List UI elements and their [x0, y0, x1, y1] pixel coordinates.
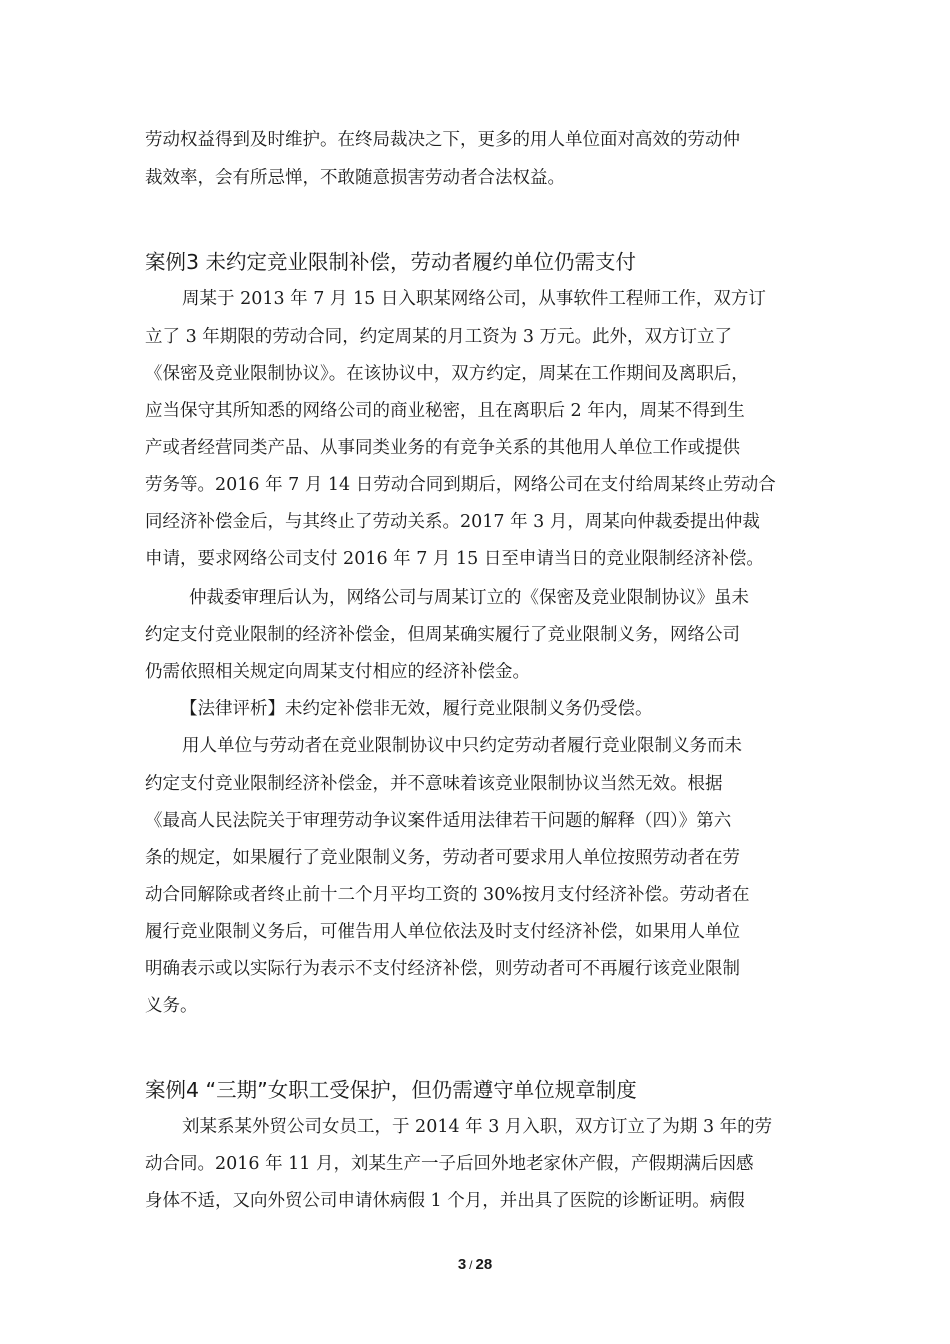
case3-title: 案例3 未约定竞业限制补偿，劳动者履约单位仍需支付	[145, 250, 637, 274]
page-total: 28	[475, 1256, 493, 1273]
case3-para1-line-8: 申请，要求网络公司支付 2016 年 7 月 15 日至申请当日的竞业限制经济补偿。	[145, 549, 764, 569]
case3-para1-line-1: 周某于 2013 年 7 月 15 日入职某网络公司，从事软件工程师工作，双方订	[182, 289, 766, 309]
page-separator: /	[469, 1258, 473, 1272]
case4-title: 案例4 “三期”女职工受保护，但仍需遵守单位规章制度	[145, 1078, 637, 1102]
case3-para1-line-6: 劳务等。2016 年 7 月 14 日劳动合同到期后，网络公司在支付给周某终止劳动合	[145, 475, 776, 495]
case3-para4-line-6: 履行竞业限制义务后，可催告用人单位依法及时支付经济补偿，如果用人单位	[145, 922, 740, 942]
case3-para4-line-4: 条的规定，如果履行了竞业限制义务，劳动者可要求用人单位按照劳动者在劳	[145, 848, 740, 868]
case3-para4-line-8: 义务。	[145, 996, 198, 1016]
case3-para1-line-3: 《保密及竞业限制协议》。在该协议中，双方约定，周某在工作期间及离职后，	[145, 364, 749, 384]
case3-para1-line-5: 产或者经营同类产品、从事同类业务的有竞争关系的其他用人单位工作或提供	[145, 438, 740, 458]
case3-para4-line-2: 约定支付竞业限制经济补偿金，并不意味着该竞业限制协议当然无效。根据	[145, 774, 723, 794]
case3-para1-line-7: 同经济补偿金后，与其终止了劳动关系。2017 年 3 月，周某向仲裁委提出仲裁	[145, 512, 760, 532]
case3-para4-line-3: 《最高人民法院关于审理劳动争议案件适用法律若干问题的解释（四）》第六	[145, 811, 732, 831]
case3-para4-line-5: 动合同解除或者终止前十二个月平均工资的 30%按月支付经济补偿。劳动者在	[145, 885, 750, 905]
case3-para1-line-2: 立了 3 年期限的劳动合同，约定周某的月工资为 3 万元。此外，双方订立了	[145, 327, 733, 347]
page-number	[0, 1256, 950, 1273]
case3-para1-line-4: 应当保守其所知悉的网络公司的商业秘密，且在离职后 2 年内，周某不得到生	[145, 401, 745, 421]
case4-para1-line-3: 身体不适，又向外贸公司申请休病假 1 个月，并出具了医院的诊断证明。病假	[145, 1191, 745, 1211]
case4-para1-line-2: 动合同。2016 年 11 月，刘某生产一子后回外地老家休产假，产假期满后因感	[145, 1154, 754, 1174]
case3-para4-line-1: 用人单位与劳动者在竞业限制协议中只约定劳动者履行竞业限制义务而未	[182, 736, 742, 756]
case3-para2-line-2: 约定支付竞业限制的经济补偿金，但周某确实履行了竞业限制义务，网络公司	[145, 625, 740, 645]
legal-analysis-line: 【法律评析】未约定补偿非无效，履行竞业限制义务仍受偿。	[180, 699, 653, 719]
case4-para1-line-1: 刘某系某外贸公司女员工，于 2014 年 3 月入职，双方订立了为期 3 年的劳	[182, 1117, 773, 1137]
page-current: 3	[457, 1256, 467, 1273]
case3-para4-line-7: 明确表示或以实际行为表示不支付经济补偿，则劳动者可不再履行该竞业限制	[145, 959, 740, 979]
intro-line-2: 裁效率，会有所忌惮，不敢随意损害劳动者合法权益。	[145, 168, 565, 188]
intro-line-1: 劳动权益得到及时维护。在终局裁决之下，更多的用人单位面对高效的劳动仲	[145, 130, 740, 150]
case3-para2-line-1: 仲裁委审理后认为，网络公司与周某订立的《保密及竞业限制协议》虽未	[189, 588, 749, 608]
case3-para2-line-3: 仍需依照相关规定向周某支付相应的经济补偿金。	[145, 662, 530, 682]
